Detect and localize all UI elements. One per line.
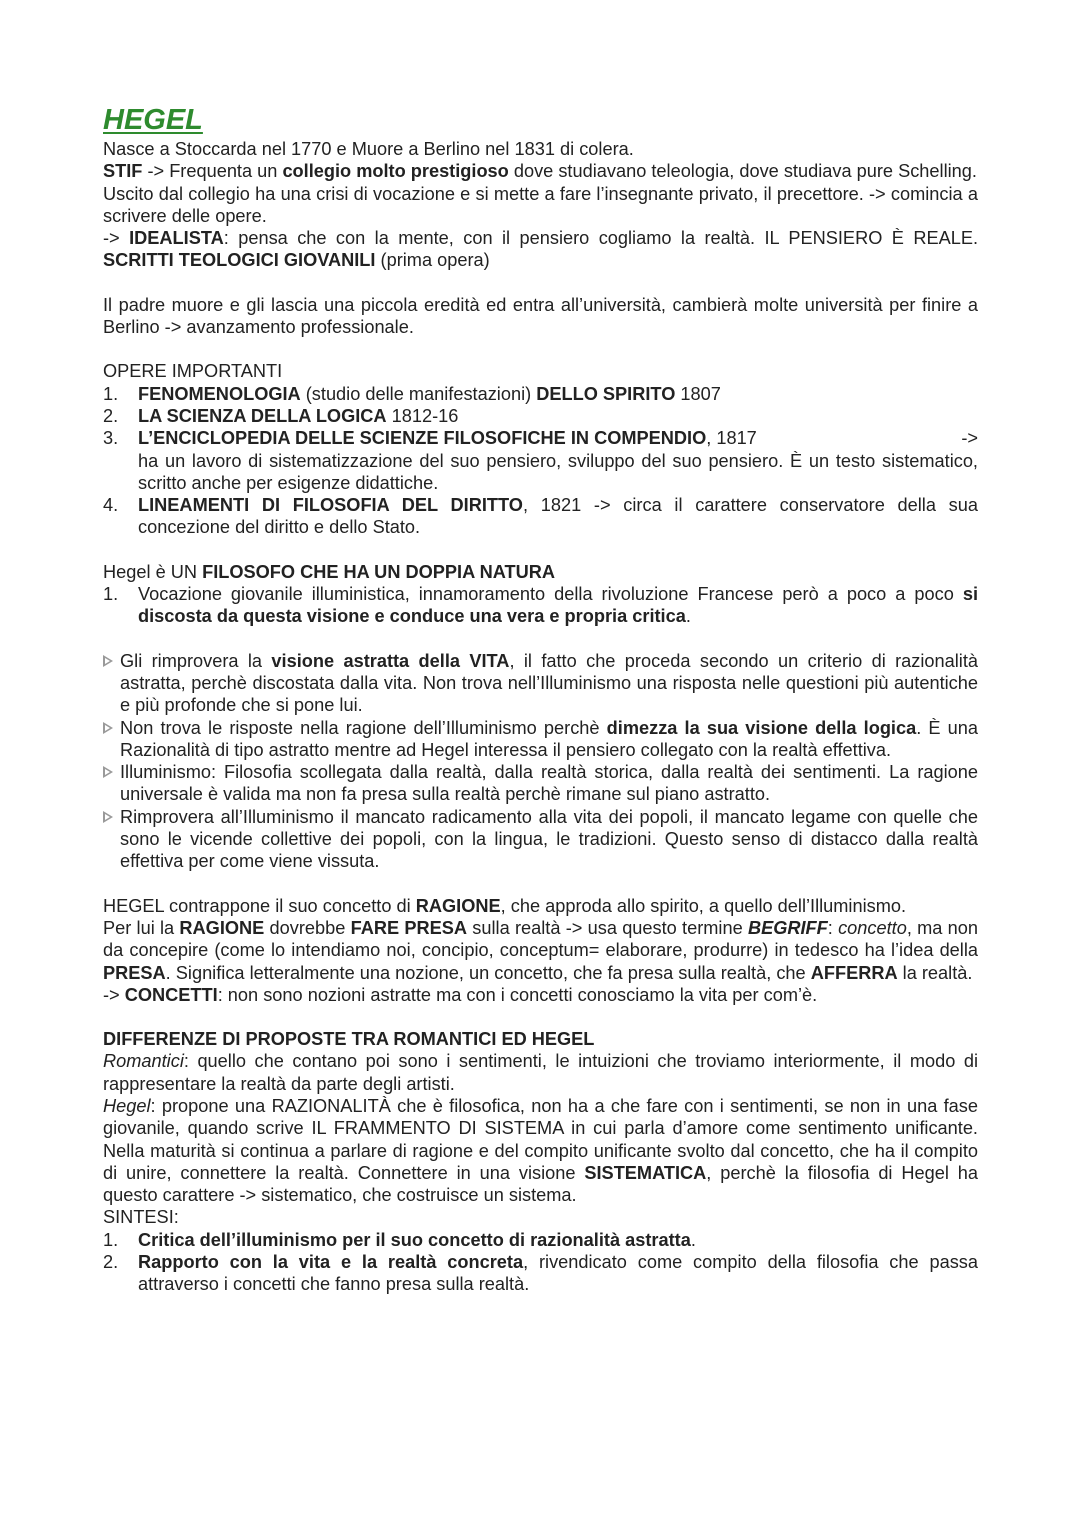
list-item: 1. Vocazione giovanile illuministica, innamoramento della rivoluzione Francese però a poco a poco si discosta da questa visione e conduce una vera e propria critica.	[103, 584, 978, 627]
triangle-bullet-icon	[103, 655, 113, 667]
list-item: Illuminismo: Filosofia scollegata dalla realtà, dalla realtà storica, dalla realtà dei sentimenti. La ragione universale è valida ma non fa presa sulla realtà perchè rimane sul piano astratto.	[103, 761, 978, 806]
page-title: HEGEL	[103, 104, 203, 136]
list-item: 4. LINEAMENTI DI FILOSOFIA DEL DIRITTO, 1821 -> circa il carattere conservatore della sua concezione del diritto e dello Stato.	[103, 495, 978, 538]
list-item: Non trova le risposte nella ragione dell’Illuminismo perchè dimezza la sua visione della logica. È una Razionalità di tipo astratto mentre ad Hegel interessa il pensiero collegato con la realtà effettiva.	[103, 717, 978, 762]
triangle-bullet-icon	[103, 722, 113, 734]
list-item: 1. Critica dell’illuminismo per il suo concetto di razionalità astratta.	[103, 1229, 696, 1250]
list-item: Rimprovera all’Illuminismo il mancato radicamento alla vita dei popoli, il mancato legame con quelle che sono le vicende collettive dei popoli, con la lingua, le tradizioni. Questo senso di distacco dalla realtà effettiva per come viene vissuta.	[103, 806, 978, 873]
reason-paragraph-2: Per lui la RAGIONE dovrebbe FARE PRESA sulla realtà -> usa questo termine BEGRIFF: concetto, ma non da concepire (come lo intendiamo noi, concipio, conceptum= elaborare, produrre) in tedesco ha l’idea della PRESA. Significa letteralmente una nozione, un concetto, che fa presa sulla realtà, che AFFERRA la realtà.	[103, 917, 978, 983]
list-item: 2. LA SCIENZA DELLA LOGICA 1812-16	[103, 405, 459, 426]
father-paragraph: Il padre muore e gli lascia una piccola eredità ed entra all’università, cambierà molte università per finire a Berlino -> avanzamento professionale.	[103, 294, 978, 338]
list-item: 1. FENOMENOLOGIA (studio delle manifestazioni) DELLO SPIRITO 1807	[103, 383, 721, 404]
document-page	[103, 104, 978, 1296]
list-item: 2. Rapporto con la vita e la realtà concreta, rivendicato come compito della filosofia che passa attraverso i concetti che fanno presa sulla realtà.	[103, 1252, 978, 1295]
differences-heading: DIFFERENZE DI PROPOSTE TRA ROMANTICI ED HEGEL	[103, 1029, 595, 1050]
list-item: Gli rimprovera la visione astratta della VITA, il fatto che proceda secondo un criterio di razionalità astratta, perchè discostata dalla vita. Non trova nell’Illuminismo una risposta nelle questioni più autentiche e più profonde che si pone lui.	[103, 650, 978, 717]
crisis-paragraph: Uscito dal collegio ha una crisi di vocazione e si mette a fare l’insegnante privato, il precettore. -> comincia a scrivere delle opere.	[103, 183, 978, 226]
synthesis-list	[103, 1229, 978, 1296]
works-heading: OPERE IMPORTANTI	[103, 361, 283, 382]
idealist-paragraph: -> IDEALISTA: pensa che con la mente, con il pensiero cogliamo la realtà. IL PENSIERO È REALE. SCRITTI TEOLOGICI GIOVANILI (prima opera)	[103, 228, 979, 271]
stif-paragraph: STIF -> Frequenta un collegio molto prestigioso dove studiavano teleologia, dove studiava pure Schelling.	[103, 161, 977, 182]
romantics-paragraph: Romantici: quello che contano poi sono i sentimenti, le intuizioni che troviamo interiormente, il modo di rappresentare la realtà da parte degli artisti.	[103, 1051, 978, 1094]
synthesis-heading: SINTESI:	[103, 1207, 179, 1228]
works-list	[103, 383, 978, 539]
nature-heading: Hegel è UN FILOSOFO CHE HA UN DOPPIA NATURA	[103, 561, 556, 582]
birth-line: Nasce a Stoccarda nel 1770 e Muore a Berlino nel 1831 di colera.	[103, 139, 634, 159]
triangle-bullet-icon	[103, 766, 113, 778]
concepts-paragraph: -> CONCETTI: non sono nozioni astratte ma con i concetti conosciamo la vita per com’è.	[103, 984, 818, 1005]
hegel-paragraph: Hegel: propone una RAZIONALITÀ che è filosofica, non ha a che fare con i sentimenti, se non in una fase giovanile, quando scrive IL FRAMMENTO DI SISTEMA in cui parla d’amore come sentimento unificante. Nella maturità si continua a parlare di ragione e del compito unificante svolto dal concetto, che ha il compito di unire, connettere la realtà. Connettere in una visione SISTEMATICA, perchè la filosofia di Hegel ha questo carattere -> sistematico, che costruisce un sistema.	[103, 1095, 978, 1206]
list-item: 3. -> L’ENCICLOPEDIA DELLE SCIENZE FILOSOFICHE IN COMPENDIO, 1817 ha un lavoro di sistematizzazione del suo pensiero, sviluppo del suo pensiero. È un testo sistematico, scritto anche per esigenze didattiche.	[103, 428, 978, 493]
triangle-bullet-icon	[103, 811, 113, 823]
critique-bullets	[103, 650, 978, 873]
reason-paragraph-1: HEGEL contrappone il suo concetto di RAGIONE, che approda allo spirito, a quello dell’Illuminismo.	[103, 895, 907, 916]
nature-list	[103, 583, 978, 628]
